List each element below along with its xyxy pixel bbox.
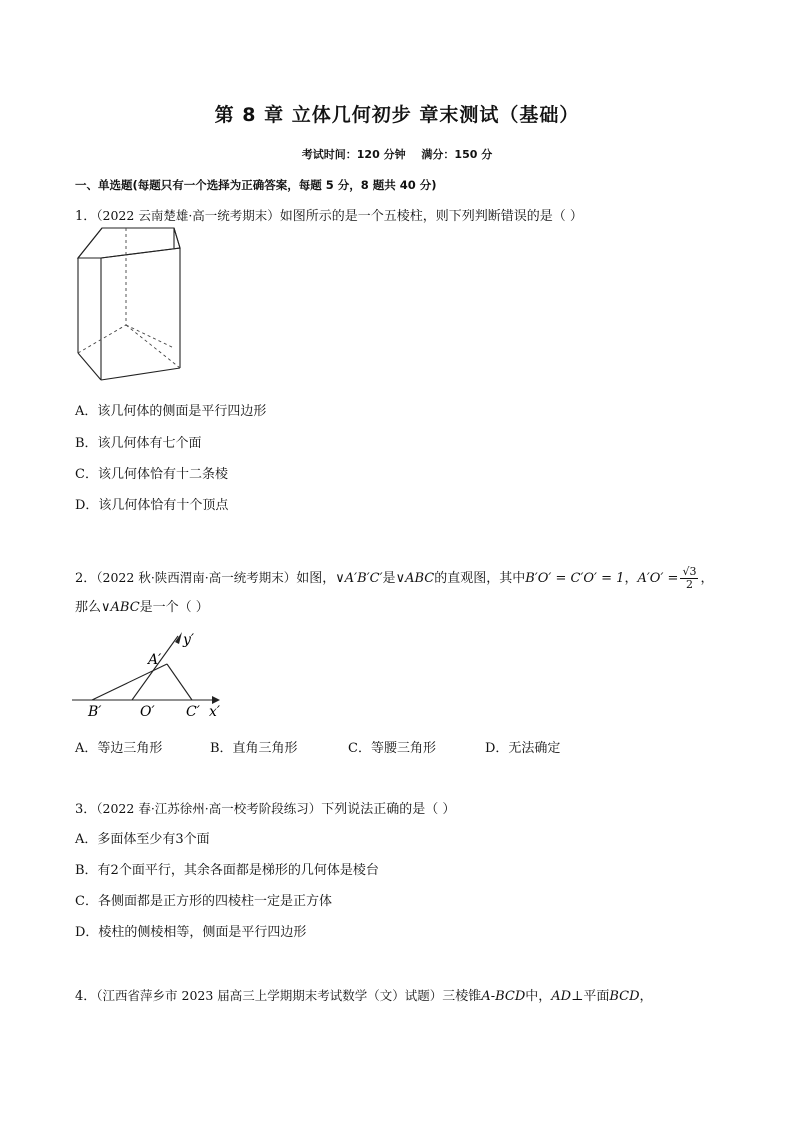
stem-part: ⊥平面 xyxy=(571,989,610,1004)
option-c[interactable]: C．该几何体恰有十二条棱 xyxy=(75,467,228,482)
edge-ac xyxy=(167,664,192,700)
pentagonal-prism-figure xyxy=(70,220,190,380)
page-title: 第 8 章 立体几何初步 章末测试（基础） xyxy=(214,104,580,126)
question-2 xyxy=(75,566,713,591)
stem-part: ， xyxy=(700,571,714,586)
question-source: （江西省萍乡市 2023 届高三上学期期末考试数学（文）试题） xyxy=(96,988,443,1003)
option-a[interactable]: A．多面体至少有3个面 xyxy=(75,832,210,847)
question-2-options xyxy=(75,737,560,756)
fraction-sqrt3-over-2 xyxy=(680,566,698,591)
stem-part: ， xyxy=(624,571,638,586)
question-source: （2022 春·江苏徐州·高一校考阶段练习） xyxy=(96,801,322,816)
question-number: 1． xyxy=(75,209,97,224)
equation-ao: A′O′ = xyxy=(637,571,679,586)
option-b[interactable]: B．该几何体有七个面 xyxy=(75,436,202,451)
segment-ad: AD xyxy=(551,989,572,1004)
stem-part: 的直观图，其中 xyxy=(434,571,526,586)
option-b[interactable]: B．有2个面平行，其余各面都是梯形的几何体是棱台 xyxy=(75,863,379,878)
option-a[interactable]: A．该几何体的侧面是平行四边形 xyxy=(75,404,267,419)
edge-ba xyxy=(92,664,167,700)
fraction-numerator: √3 xyxy=(682,565,697,578)
triangle-abc-prime: ∨A′B′C′ xyxy=(335,571,383,586)
option-b[interactable]: B．直角三角形 xyxy=(210,741,298,756)
stem-part: 是 xyxy=(382,571,396,586)
question-3 xyxy=(75,801,455,818)
label-a: A′ xyxy=(148,652,162,668)
stem-part: 是一个（ ） xyxy=(139,600,209,615)
pyramid-name: A-BCD xyxy=(481,989,526,1004)
option-d[interactable]: D．无法确定 xyxy=(485,741,561,756)
fraction-denominator: 2 xyxy=(685,578,693,591)
question-stem: 如图所示的是一个五棱柱，则下列判断错误的是（ ） xyxy=(279,209,583,224)
equation-bo-co: B′O′ = C′O′ = 1 xyxy=(525,571,625,586)
label-c: C′ xyxy=(186,704,200,720)
stem-part: 中， xyxy=(525,989,552,1004)
stem-part: 如图， xyxy=(296,571,336,586)
y-axis xyxy=(132,636,178,700)
full-score: 满分：150 分 xyxy=(421,148,493,161)
question-number: 2． xyxy=(75,571,97,586)
stem-part: 那么 xyxy=(75,600,102,615)
exam-info xyxy=(0,146,794,162)
question-2-line2 xyxy=(75,600,209,616)
question-4 xyxy=(75,988,653,1005)
label-y: y′ xyxy=(183,632,195,648)
question-source: （2022 秋·陕西渭南·高一统考期末） xyxy=(96,570,297,585)
top-face xyxy=(78,228,180,258)
oblique-projection-figure xyxy=(72,630,232,720)
triangle-abc: ∨ABC xyxy=(101,600,140,615)
question-stem: 下列说法正确的是（ ） xyxy=(321,802,456,817)
stem-part: 三棱锥 xyxy=(442,989,482,1004)
question-source: （2022 云南楚雄·高一统考期末） xyxy=(96,208,280,223)
option-d[interactable]: D．棱柱的侧棱相等，侧面是平行四边形 xyxy=(75,925,307,940)
label-x: x′ xyxy=(209,704,221,720)
label-b: B′ xyxy=(88,704,102,720)
question-number: 3． xyxy=(75,802,97,817)
question-number: 4． xyxy=(75,989,97,1004)
triangle-abc: ∨ABC xyxy=(395,571,435,586)
label-o: O′ xyxy=(140,704,155,720)
x-axis-arrow xyxy=(212,696,220,704)
option-c[interactable]: C．等腰三角形 xyxy=(348,741,436,756)
plane-bcd: BCD xyxy=(609,989,640,1004)
stem-part: ， xyxy=(639,989,653,1004)
exam-time: 考试时间：120 分钟 xyxy=(301,148,406,161)
section-heading: 一、单选题(每题只有一个选择为正确答案，每题 5 分，8 题共 40 分) xyxy=(75,178,437,192)
option-a[interactable]: A．等边三角形 xyxy=(75,741,163,756)
option-c[interactable]: C．各侧面都是正方形的四棱柱一定是正方体 xyxy=(75,894,332,909)
option-d[interactable]: D．该几何体恰有十个顶点 xyxy=(75,498,229,513)
